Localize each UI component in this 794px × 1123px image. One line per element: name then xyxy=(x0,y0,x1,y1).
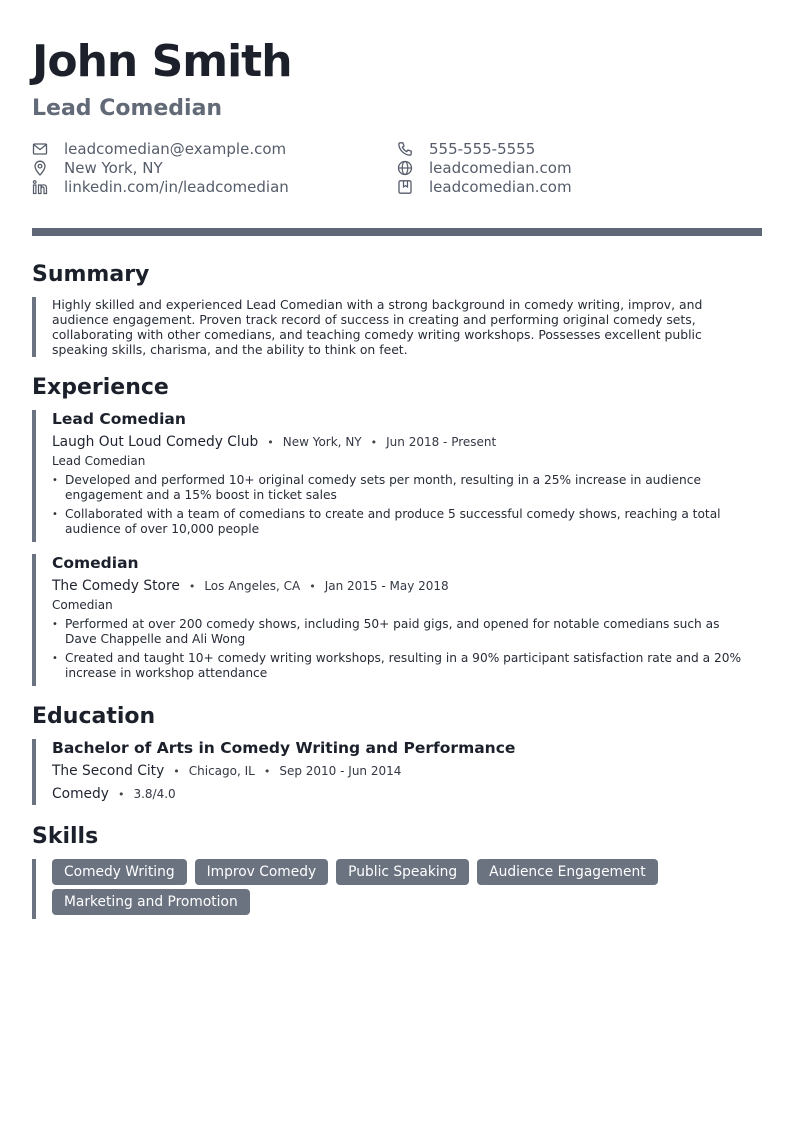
school-location: Chicago, IL xyxy=(188,764,255,778)
contact-phone[interactable] xyxy=(397,139,535,158)
contact-website[interactable] xyxy=(397,158,572,177)
job-dates: Jan 2015 - May 2018 xyxy=(324,579,449,593)
separator-dot: • xyxy=(370,436,378,449)
separator-dot: • xyxy=(309,580,316,593)
list-item: • Created and taught 10+ comedy writing workshops, resulting in a 90% participant satisfaction rate and a 20% increase in workshop attendance xyxy=(52,651,762,681)
list-item: • Collaborated with a team of comedians to create and produce 5 successful comedy shows, reaching a total audience of over 10,000 people xyxy=(52,507,762,537)
contact-location xyxy=(32,158,163,177)
email-icon xyxy=(32,141,48,157)
degree-title: Bachelor of Arts in Comedy Writing and Performance xyxy=(52,739,516,757)
skill-tag: Audience Engagement xyxy=(477,859,657,885)
website-text: leadcomedian.com xyxy=(429,158,572,177)
job-meta xyxy=(52,433,762,452)
separator-dot: • xyxy=(263,765,271,778)
linkedin-text: linkedin.com/in/leadcomedian xyxy=(64,177,289,196)
portfolio-text: leadcomedian.com xyxy=(429,177,572,196)
summary-text: Highly skilled and experienced Lead Comedian with a strong background in comedy writing, improv, and audience engagement. Proven track record of success in creating and performing original comedy sets, collaborating with other comedians, and teaching comedy writing workshops. Possesses excellent public speaking skills, charisma, and the ability to think on feet. xyxy=(52,297,703,357)
skill-tag: Improv Comedy xyxy=(195,859,329,885)
separator-dot: • xyxy=(117,788,125,801)
job-bullets xyxy=(52,473,762,537)
education-heading: Education xyxy=(32,704,156,729)
separator-dot: • xyxy=(173,765,180,778)
skill-tag: Public Speaking xyxy=(336,859,469,885)
linkedin-icon xyxy=(32,179,48,195)
contact-linkedin[interactable] xyxy=(32,177,289,196)
location-pin-icon xyxy=(32,160,48,176)
phone-icon xyxy=(397,141,413,157)
skill-tags xyxy=(52,859,732,915)
job-meta xyxy=(52,577,762,596)
list-item: • Performed at over 200 comedy shows, including 50+ paid gigs, and opened for notable comedians such as Dave Chappelle and Ali Wong xyxy=(52,617,762,647)
contact-portfolio[interactable] xyxy=(397,177,572,196)
separator-dot: • xyxy=(188,580,196,593)
header-divider xyxy=(32,228,762,236)
education-dates: Sep 2010 - Jun 2014 xyxy=(279,764,402,778)
job-company: Laugh Out Loud Comedy Club xyxy=(52,434,259,450)
skill-tag: Marketing and Promotion xyxy=(52,889,250,915)
job-title: Lead Comedian xyxy=(52,410,186,428)
contact-email[interactable] xyxy=(32,139,286,158)
experience-entry xyxy=(32,410,762,542)
education-details xyxy=(52,785,762,804)
candidate-role: Lead Comedian xyxy=(32,96,223,121)
bookmark-icon xyxy=(397,179,413,195)
contact-info xyxy=(32,139,762,201)
gpa: 3.8/4.0 xyxy=(133,787,176,801)
summary-section xyxy=(32,297,762,357)
skills-heading: Skills xyxy=(32,824,99,849)
separator-dot: • xyxy=(267,436,274,449)
location-text: New York, NY xyxy=(64,158,163,177)
candidate-name: John Smith xyxy=(32,36,292,87)
job-company: The Comedy Store xyxy=(52,578,180,594)
job-bullets xyxy=(52,617,762,681)
field-of-study: Comedy xyxy=(52,786,109,802)
skills-section xyxy=(32,859,762,919)
school-name: The Second City xyxy=(52,763,165,779)
job-subtitle: Comedian xyxy=(52,598,113,612)
summary-heading: Summary xyxy=(32,262,150,287)
job-title: Comedian xyxy=(52,554,139,572)
education-entry xyxy=(32,739,762,805)
job-location: Los Angeles, CA xyxy=(204,579,301,593)
skill-tag: Comedy Writing xyxy=(52,859,187,885)
job-dates: Jun 2018 - Present xyxy=(386,435,497,449)
experience-heading: Experience xyxy=(32,375,169,400)
email-text: leadcomedian@example.com xyxy=(64,139,287,158)
experience-entry xyxy=(32,554,762,686)
list-item: • Developed and performed 10+ original comedy sets per month, resulting in a 25% increase in audience engagement and a 15% boost in ticket sales xyxy=(52,473,762,503)
globe-icon xyxy=(397,160,413,176)
education-meta xyxy=(52,762,762,781)
job-location: New York, NY xyxy=(282,435,362,449)
job-subtitle: Lead Comedian xyxy=(52,454,146,468)
phone-text: 555-555-5555 xyxy=(429,139,536,158)
